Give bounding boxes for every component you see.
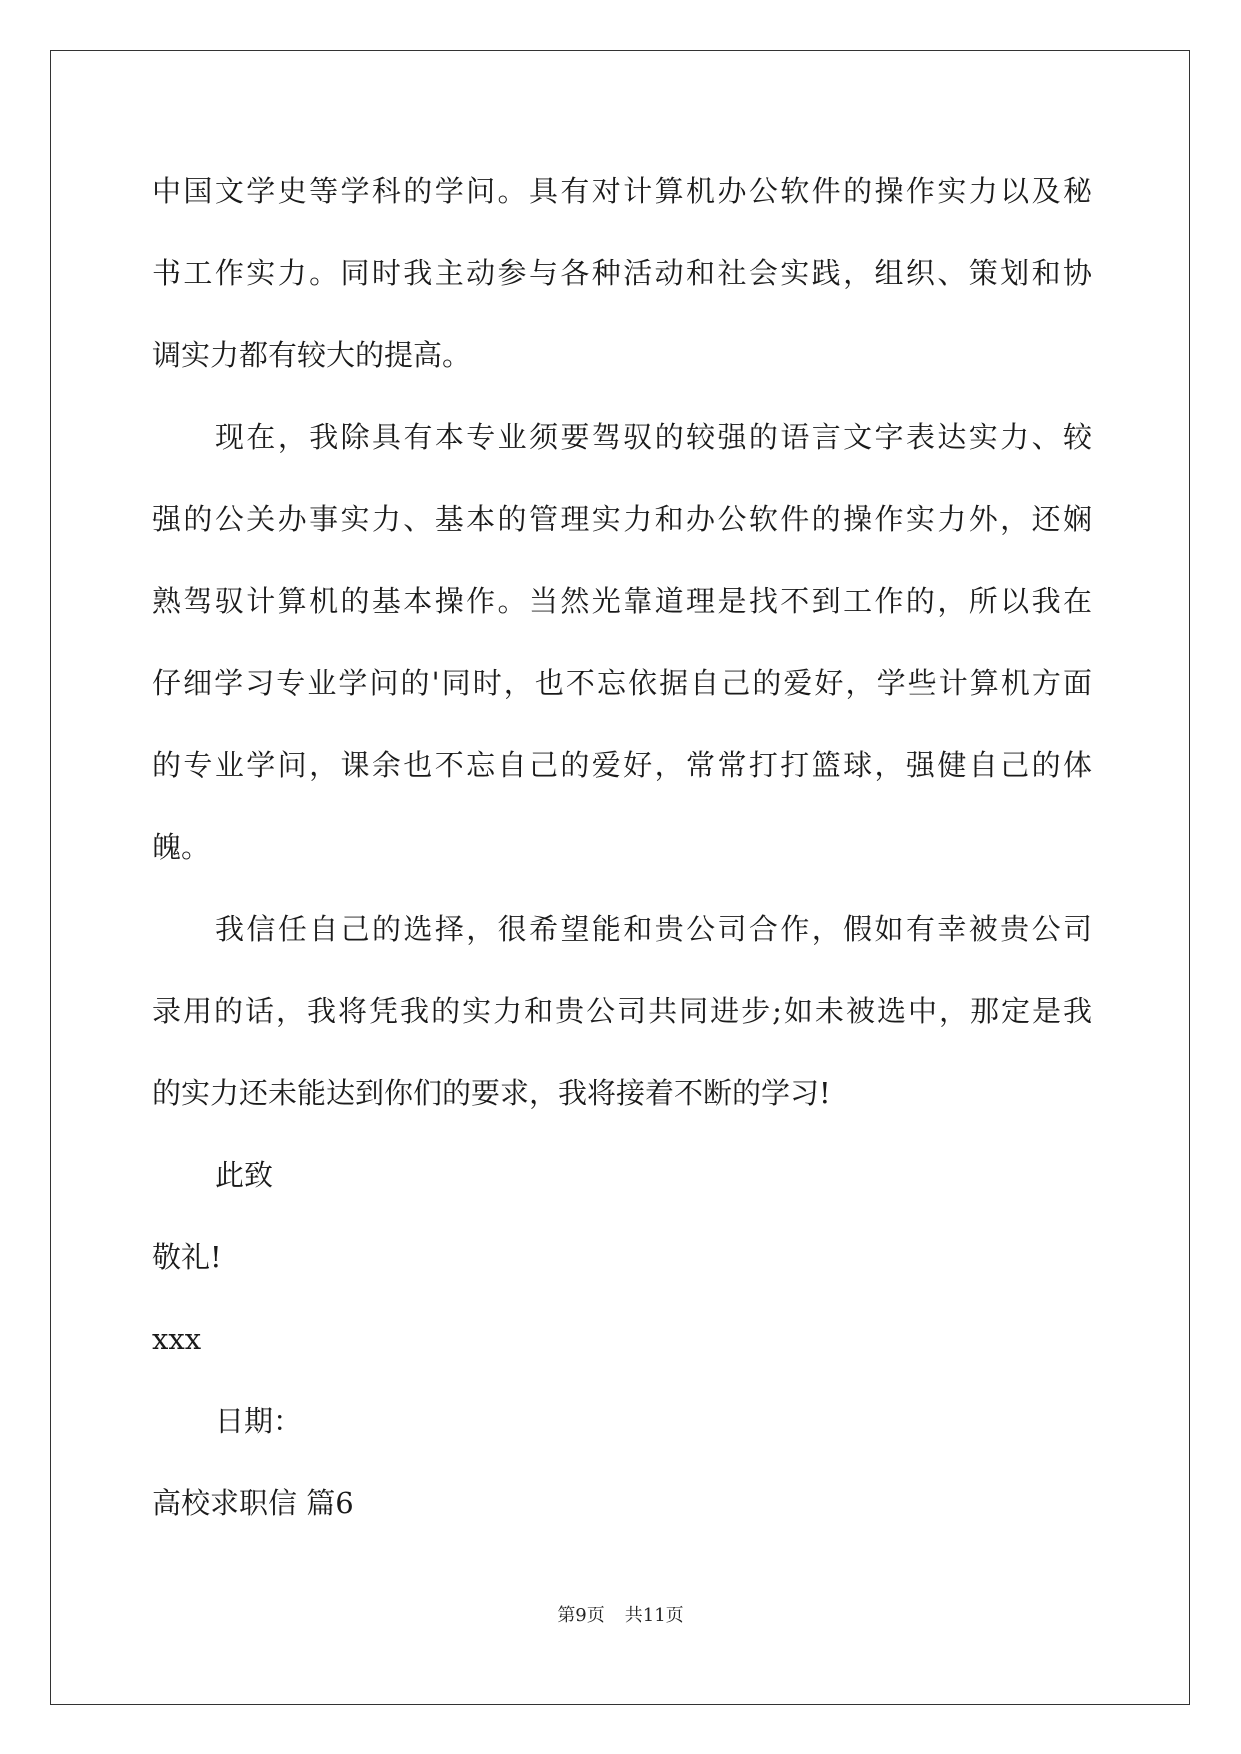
date-label: 日期： — [215, 1404, 303, 1438]
document-body — [152, 150, 1092, 1544]
page-total: 共11页 — [624, 1605, 684, 1626]
paragraph-line: 现在，我除具有本专业须要驾驭的较强的语言文字表达实力、较 — [215, 420, 1092, 454]
paragraph-line: 强的公关办事实力、基本的管理实力和办公软件的操作实力外，还娴 — [152, 502, 1092, 536]
paragraph-line: 熟驾驭计算机的基本操作。当然光靠道理是找不到工作的，所以我在 — [152, 584, 1092, 618]
paragraph-line: 书工作实力。同时我主动参与各种活动和社会实践，组织、策划和协 — [152, 256, 1092, 290]
section-heading: 高校求职信 篇6 — [152, 1486, 354, 1520]
paragraph-line: 的实力还未能达到你们的要求，我将接着不断的学习! — [152, 1076, 831, 1110]
signature-name: xxx — [152, 1322, 202, 1356]
paragraph-line: 录用的话，我将凭我的实力和贵公司共同进步;如未被选中，那定是我 — [152, 994, 1092, 1028]
paragraph-line: 调实力都有较大的提高。 — [152, 338, 472, 372]
paragraph-line: 仔细学习专业学问的'同时，也不忘依据自己的爱好，学些计算机方面 — [152, 666, 1092, 700]
closing-regards: 敬礼! — [152, 1240, 222, 1274]
page-number: 第9页 — [557, 1605, 605, 1626]
paragraph-line: 的专业学问，课余也不忘自己的爱好，常常打打篮球，强健自己的体 — [152, 748, 1092, 782]
paragraph-line: 我信任自己的选择，很希望能和贵公司合作，假如有幸被贵公司 — [215, 912, 1092, 946]
paragraph-line: 魄。 — [152, 830, 211, 864]
closing-salutation: 此致 — [215, 1158, 274, 1192]
paragraph-line: 中国文学史等学科的学问。具有对计算机办公软件的操作实力以及秘 — [152, 174, 1092, 208]
page-footer — [0, 1601, 1241, 1627]
